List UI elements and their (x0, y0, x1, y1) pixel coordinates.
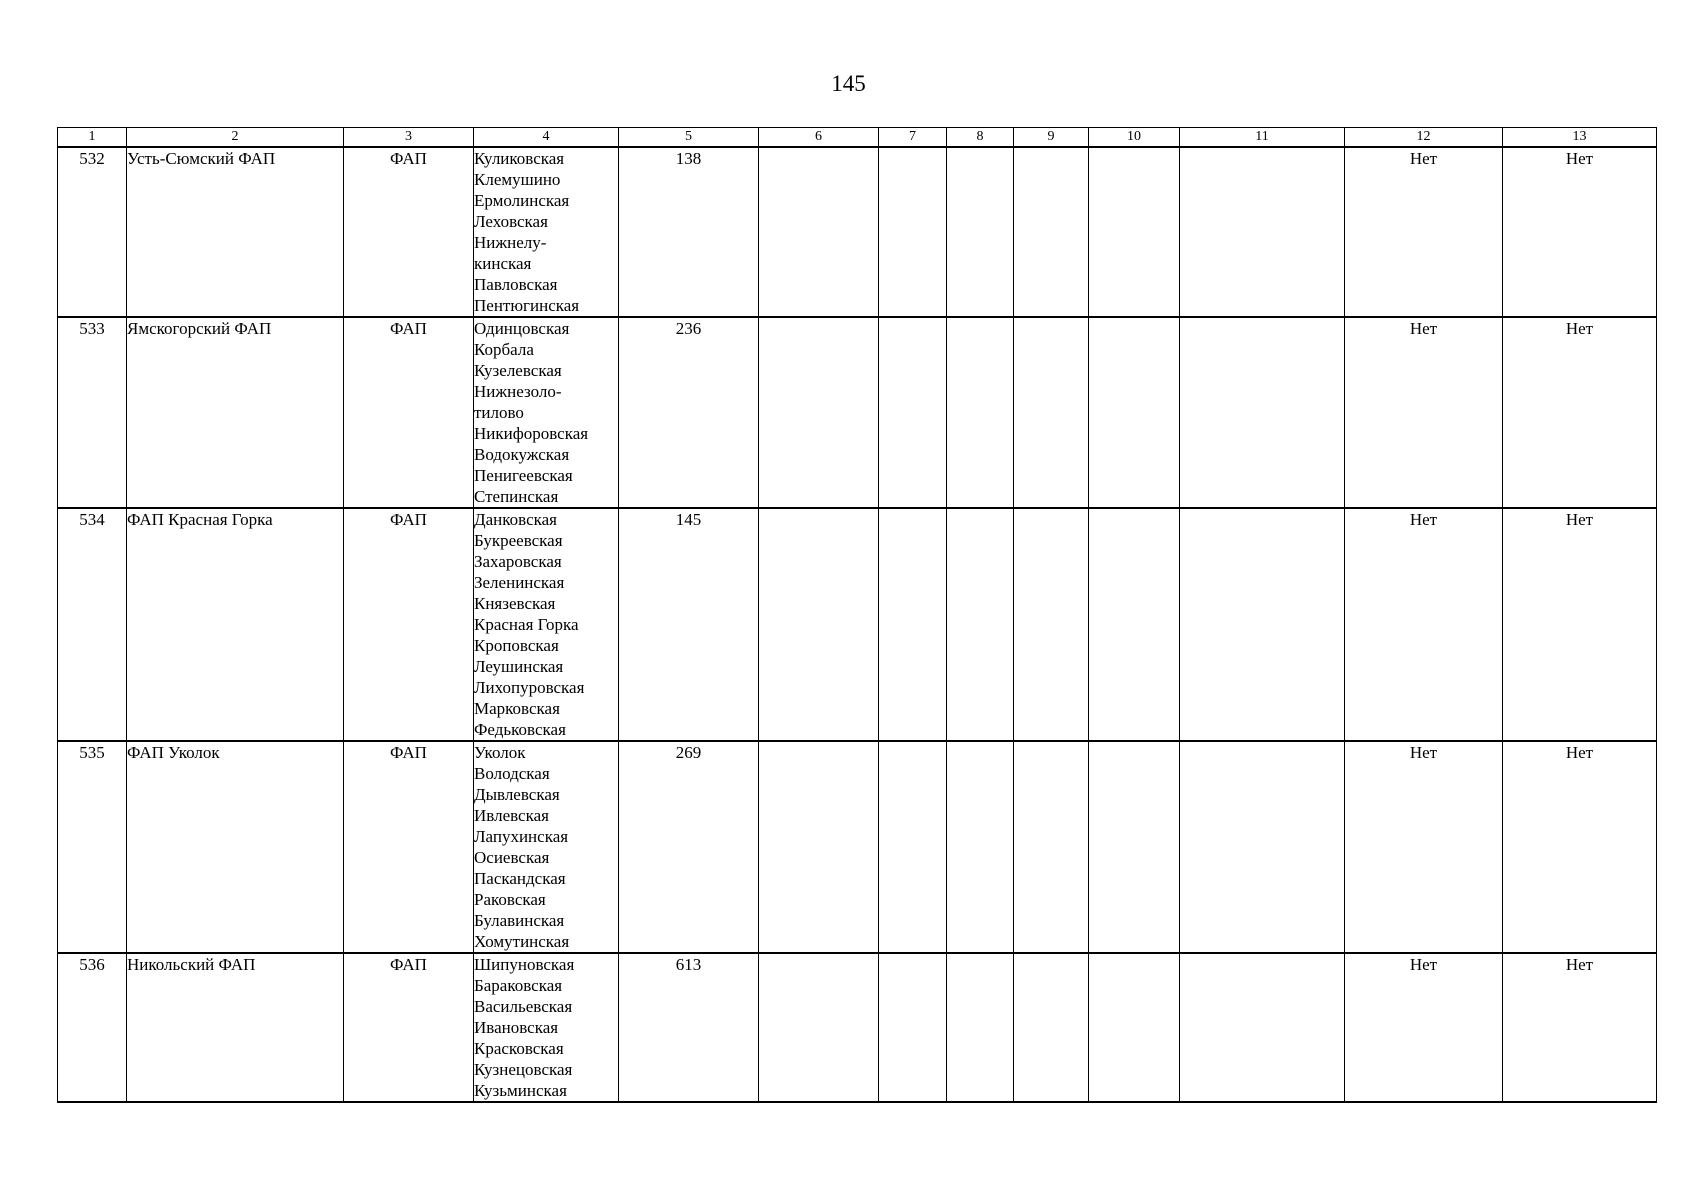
empty-cell-col-8 (947, 953, 1014, 1102)
empty-cell-col-10 (1089, 147, 1180, 317)
settlement-name: Куликовская (474, 149, 565, 168)
settlement-name: кинская (474, 254, 532, 273)
settlement-name: Леховская (474, 212, 548, 231)
col12-value: Нет (1345, 953, 1503, 1102)
facility-type: ФАП (344, 508, 474, 741)
settlement-name: Одинцовская (474, 319, 570, 338)
settlement-name: Князевская (474, 594, 556, 613)
population-count: 138 (619, 147, 759, 317)
column-header: 13 (1503, 128, 1657, 148)
population-count: 613 (619, 953, 759, 1102)
empty-cell-col-6 (759, 317, 879, 508)
row-number: 535 (58, 741, 127, 953)
column-header: 9 (1014, 128, 1089, 148)
settlements-list (474, 508, 619, 741)
settlement-name: Шипуновская (474, 955, 575, 974)
column-header: 6 (759, 128, 879, 148)
settlements-list (474, 953, 619, 1102)
column-header: 10 (1089, 128, 1180, 148)
settlement-name: Красная Горка (474, 615, 579, 634)
table-row (58, 741, 1657, 953)
empty-cell-col-9 (1014, 147, 1089, 317)
settlement-name: Кузелевская (474, 361, 562, 380)
registry-table (57, 127, 1657, 1103)
column-header: 1 (58, 128, 127, 148)
settlement-name: Степинская (474, 487, 559, 506)
settlement-name: Красковская (474, 1039, 564, 1058)
row-number: 534 (58, 508, 127, 741)
empty-cell-col-8 (947, 508, 1014, 741)
settlement-name: Марковская (474, 699, 560, 718)
settlement-name: Захаровская (474, 552, 562, 571)
empty-cell-col-9 (1014, 741, 1089, 953)
table-row (58, 317, 1657, 508)
settlement-name: Васильевская (474, 997, 573, 1016)
settlement-name: Хомутинская (474, 932, 570, 951)
empty-cell-col-10 (1089, 317, 1180, 508)
column-header: 7 (879, 128, 947, 148)
empty-cell-col-11 (1180, 741, 1345, 953)
settlement-name: Букреевская (474, 531, 563, 550)
empty-cell-col-11 (1180, 317, 1345, 508)
empty-cell-col-6 (759, 147, 879, 317)
column-header: 11 (1180, 128, 1345, 148)
empty-cell-col-10 (1089, 953, 1180, 1102)
settlement-name: Паскандская (474, 869, 566, 888)
empty-cell-col-6 (759, 508, 879, 741)
column-header: 8 (947, 128, 1014, 148)
empty-cell-col-11 (1180, 953, 1345, 1102)
empty-cell-col-10 (1089, 741, 1180, 953)
empty-cell-col-8 (947, 741, 1014, 953)
table-row (58, 953, 1657, 1102)
col12-value: Нет (1345, 508, 1503, 741)
column-header: 4 (474, 128, 619, 148)
settlement-name: Осиевская (474, 848, 550, 867)
column-header: 3 (344, 128, 474, 148)
settlement-name: Леушинская (474, 657, 564, 676)
empty-cell-col-6 (759, 953, 879, 1102)
settlements-list (474, 317, 619, 508)
settlement-name: Пентюгинская (474, 296, 580, 315)
settlement-name: Ивановская (474, 1018, 559, 1037)
row-number: 536 (58, 953, 127, 1102)
settlement-name: Володская (474, 764, 550, 783)
settlement-name: Нижнезоло- (474, 382, 562, 401)
settlement-name: Пенигеевская (474, 466, 573, 485)
population-count: 236 (619, 317, 759, 508)
empty-cell-col-9 (1014, 508, 1089, 741)
facility-type: ФАП (344, 147, 474, 317)
settlement-name: Бараковская (474, 976, 563, 995)
empty-cell-col-11 (1180, 147, 1345, 317)
facility-type: ФАП (344, 953, 474, 1102)
settlement-name: Раковская (474, 890, 546, 909)
settlement-name: Павловская (474, 275, 558, 294)
row-number: 533 (58, 317, 127, 508)
settlement-name: Зеленинская (474, 573, 565, 592)
col12-value: Нет (1345, 741, 1503, 953)
col13-value: Нет (1503, 953, 1657, 1102)
column-header: 2 (127, 128, 344, 148)
settlement-name: Корбала (474, 340, 534, 359)
empty-cell-col-9 (1014, 317, 1089, 508)
population-count: 269 (619, 741, 759, 953)
settlement-name: Никифоровская (474, 424, 589, 443)
facility-type: ФАП (344, 317, 474, 508)
facility-name: Ямскогорский ФАП (127, 317, 344, 508)
population-count: 145 (619, 508, 759, 741)
settlement-name: Водокужская (474, 445, 570, 464)
empty-cell-col-7 (879, 147, 947, 317)
settlement-name: Лихопуровская (474, 678, 585, 697)
table-row (58, 508, 1657, 741)
table-body (58, 147, 1657, 1102)
settlement-name: Федьковская (474, 720, 566, 739)
facility-name: Усть-Сюмский ФАП (127, 147, 344, 317)
settlement-name: Нижнелу- (474, 233, 547, 252)
column-header: 12 (1345, 128, 1503, 148)
empty-cell-col-9 (1014, 953, 1089, 1102)
empty-cell-col-8 (947, 147, 1014, 317)
table-header-row (58, 128, 1657, 148)
facility-name: ФАП Красная Горка (127, 508, 344, 741)
settlement-name: Кроповская (474, 636, 559, 655)
col13-value: Нет (1503, 741, 1657, 953)
col13-value: Нет (1503, 317, 1657, 508)
empty-cell-col-7 (879, 508, 947, 741)
settlements-list (474, 741, 619, 953)
settlement-name: Булавинская (474, 911, 565, 930)
settlement-name: Кузнецовская (474, 1060, 573, 1079)
settlement-name: тилово (474, 403, 524, 422)
settlement-name: Кузьминская (474, 1081, 567, 1100)
empty-cell-col-7 (879, 741, 947, 953)
settlement-name: Уколок (474, 743, 526, 762)
empty-cell-col-7 (879, 953, 947, 1102)
settlement-name: Данковская (474, 510, 557, 529)
settlement-name: Ивлевская (474, 806, 549, 825)
empty-cell-col-10 (1089, 508, 1180, 741)
page-number: 145 (831, 71, 866, 96)
settlement-name: Дывлевская (474, 785, 560, 804)
facility-type: ФАП (344, 741, 474, 953)
column-header: 5 (619, 128, 759, 148)
empty-cell-col-7 (879, 317, 947, 508)
empty-cell-col-11 (1180, 508, 1345, 741)
empty-cell-col-8 (947, 317, 1014, 508)
row-number: 532 (58, 147, 127, 317)
col12-value: Нет (1345, 317, 1503, 508)
col12-value: Нет (1345, 147, 1503, 317)
settlements-list (474, 147, 619, 317)
facility-name: Никольский ФАП (127, 953, 344, 1102)
empty-cell-col-6 (759, 741, 879, 953)
settlement-name: Клемушино (474, 170, 561, 189)
settlement-name: Лапухинская (474, 827, 569, 846)
table-row (58, 147, 1657, 317)
col13-value: Нет (1503, 508, 1657, 741)
col13-value: Нет (1503, 147, 1657, 317)
settlement-name: Ермолинская (474, 191, 570, 210)
facility-name: ФАП Уколок (127, 741, 344, 953)
